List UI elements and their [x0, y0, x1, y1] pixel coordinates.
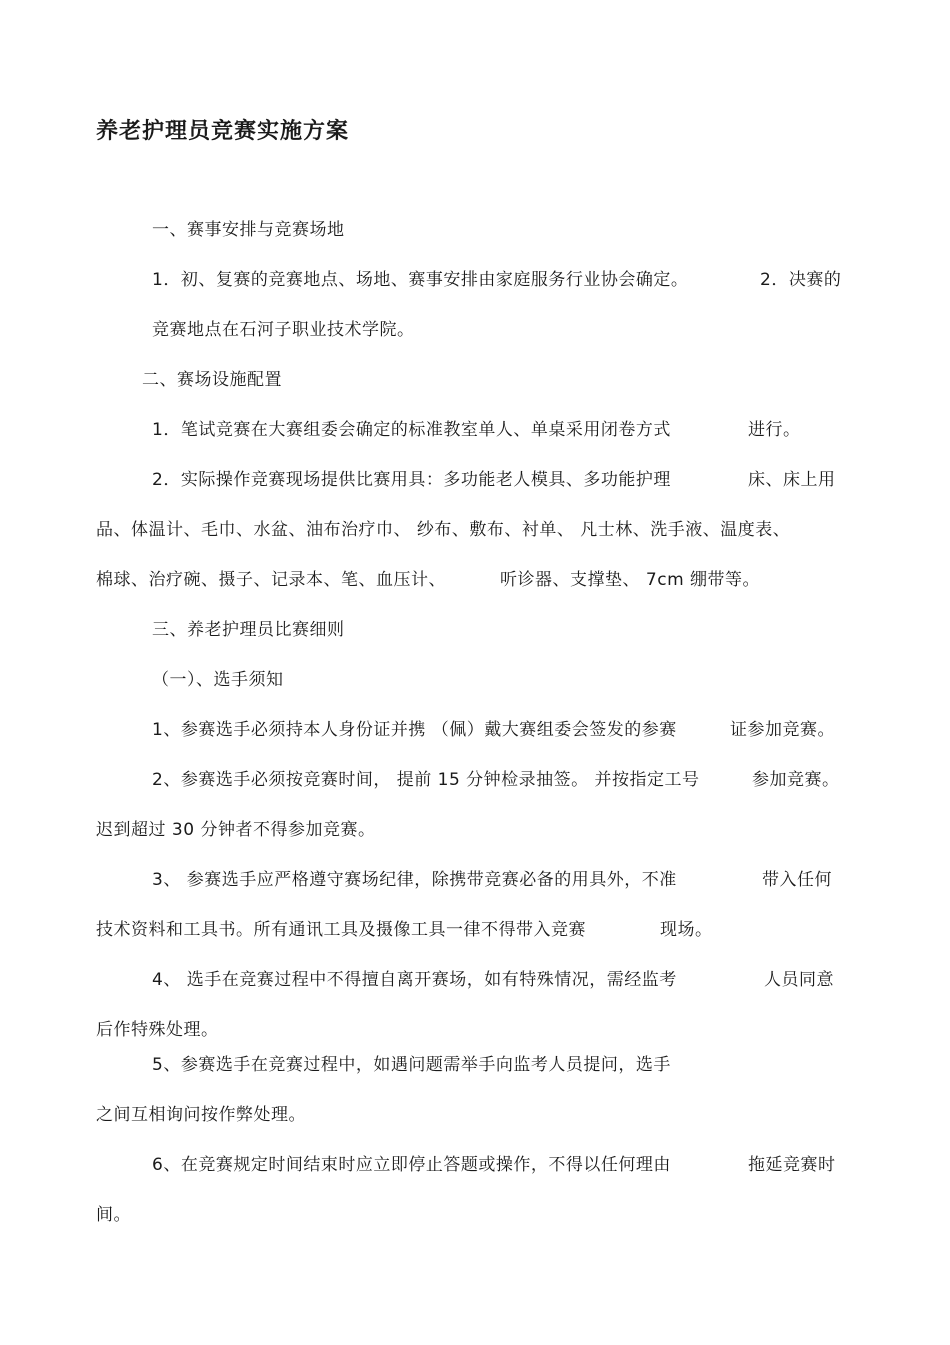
paragraph-line: 品、体温计、毛巾、水盆、油布治疗巾、 纱布、敷布、衬单、 凡士林、洗手液、温度表、 [96, 520, 791, 540]
paragraph-line: 之间互相询问按作弊处理。 [96, 1105, 306, 1125]
section-heading-3: 三、养老护理员比赛细则 [152, 620, 345, 640]
paragraph-line: 带入任何 [762, 870, 832, 890]
paragraph-line: 听诊器、支撑垫、 7cm 绷带等。 [500, 570, 761, 590]
paragraph-line: 现场。 [660, 920, 713, 940]
section-heading-2: 二、赛场设施配置 [142, 370, 282, 390]
paragraph-line: 3、 参赛选手应严格遵守赛场纪律，除携带竞赛必备的用具外，不准 [152, 870, 677, 890]
paragraph-line: 2．实际操作竞赛现场提供比赛用具：多功能老人模具、多功能护理 [152, 470, 671, 490]
paragraph-line: 1．笔试竞赛在大赛组委会确定的标准教室单人、单桌采用闭卷方式 [152, 420, 671, 440]
paragraph-line: 技术资料和工具书。所有通讯工具及摄像工具一律不得带入竞赛 [96, 920, 586, 940]
paragraph-line: 进行。 [748, 420, 801, 440]
paragraph-line: 2、参赛选手必须按竞赛时间， 提前 15 分钟检录抽签。 并按指定工号 [152, 770, 700, 790]
paragraph-line: 4、 选手在竞赛过程中不得擅自离开赛场，如有特殊情况，需经监考 [152, 970, 677, 990]
paragraph-line: 人员同意 [764, 970, 834, 990]
paragraph-line: 6、在竞赛规定时间结束时应立即停止答题或操作，不得以任何理由 [152, 1155, 671, 1175]
paragraph-line: 参加竞赛。 [752, 770, 840, 790]
paragraph-line: 5、参赛选手在竞赛过程中，如遇问题需举手向监考人员提问，选手 [152, 1055, 671, 1075]
paragraph-line: 1、参赛选手必须持本人身份证并携 （佩）戴大赛组委会签发的参赛 [152, 720, 677, 740]
paragraph-line: 床、床上用 [748, 470, 836, 490]
paragraph-line: 证参加竞赛。 [730, 720, 835, 740]
paragraph-line: 1．初、复赛的竞赛地点、场地、赛事安排由家庭服务行业协会确定。 [152, 270, 689, 290]
paragraph-line: 间。 [96, 1205, 131, 1225]
paragraph-line: 竞赛地点在石河子职业技术学院。 [152, 320, 415, 340]
paragraph-line: 拖延竞赛时 [748, 1155, 836, 1175]
paragraph-line: 后作特殊处理。 [96, 1020, 219, 1040]
paragraph-line: 棉球、治疗碗、摄子、记录本、笔、血压计、 [96, 570, 446, 590]
document-title: 养老护理员竞赛实施方案 [96, 119, 350, 144]
subsection-heading: （一）、选手须知 [152, 670, 284, 690]
section-heading-1: 一、赛事安排与竞赛场地 [152, 220, 345, 240]
paragraph-line: 迟到超过 30 分钟者不得参加竞赛。 [96, 820, 376, 840]
paragraph-line: 2．决赛的 [760, 270, 842, 290]
